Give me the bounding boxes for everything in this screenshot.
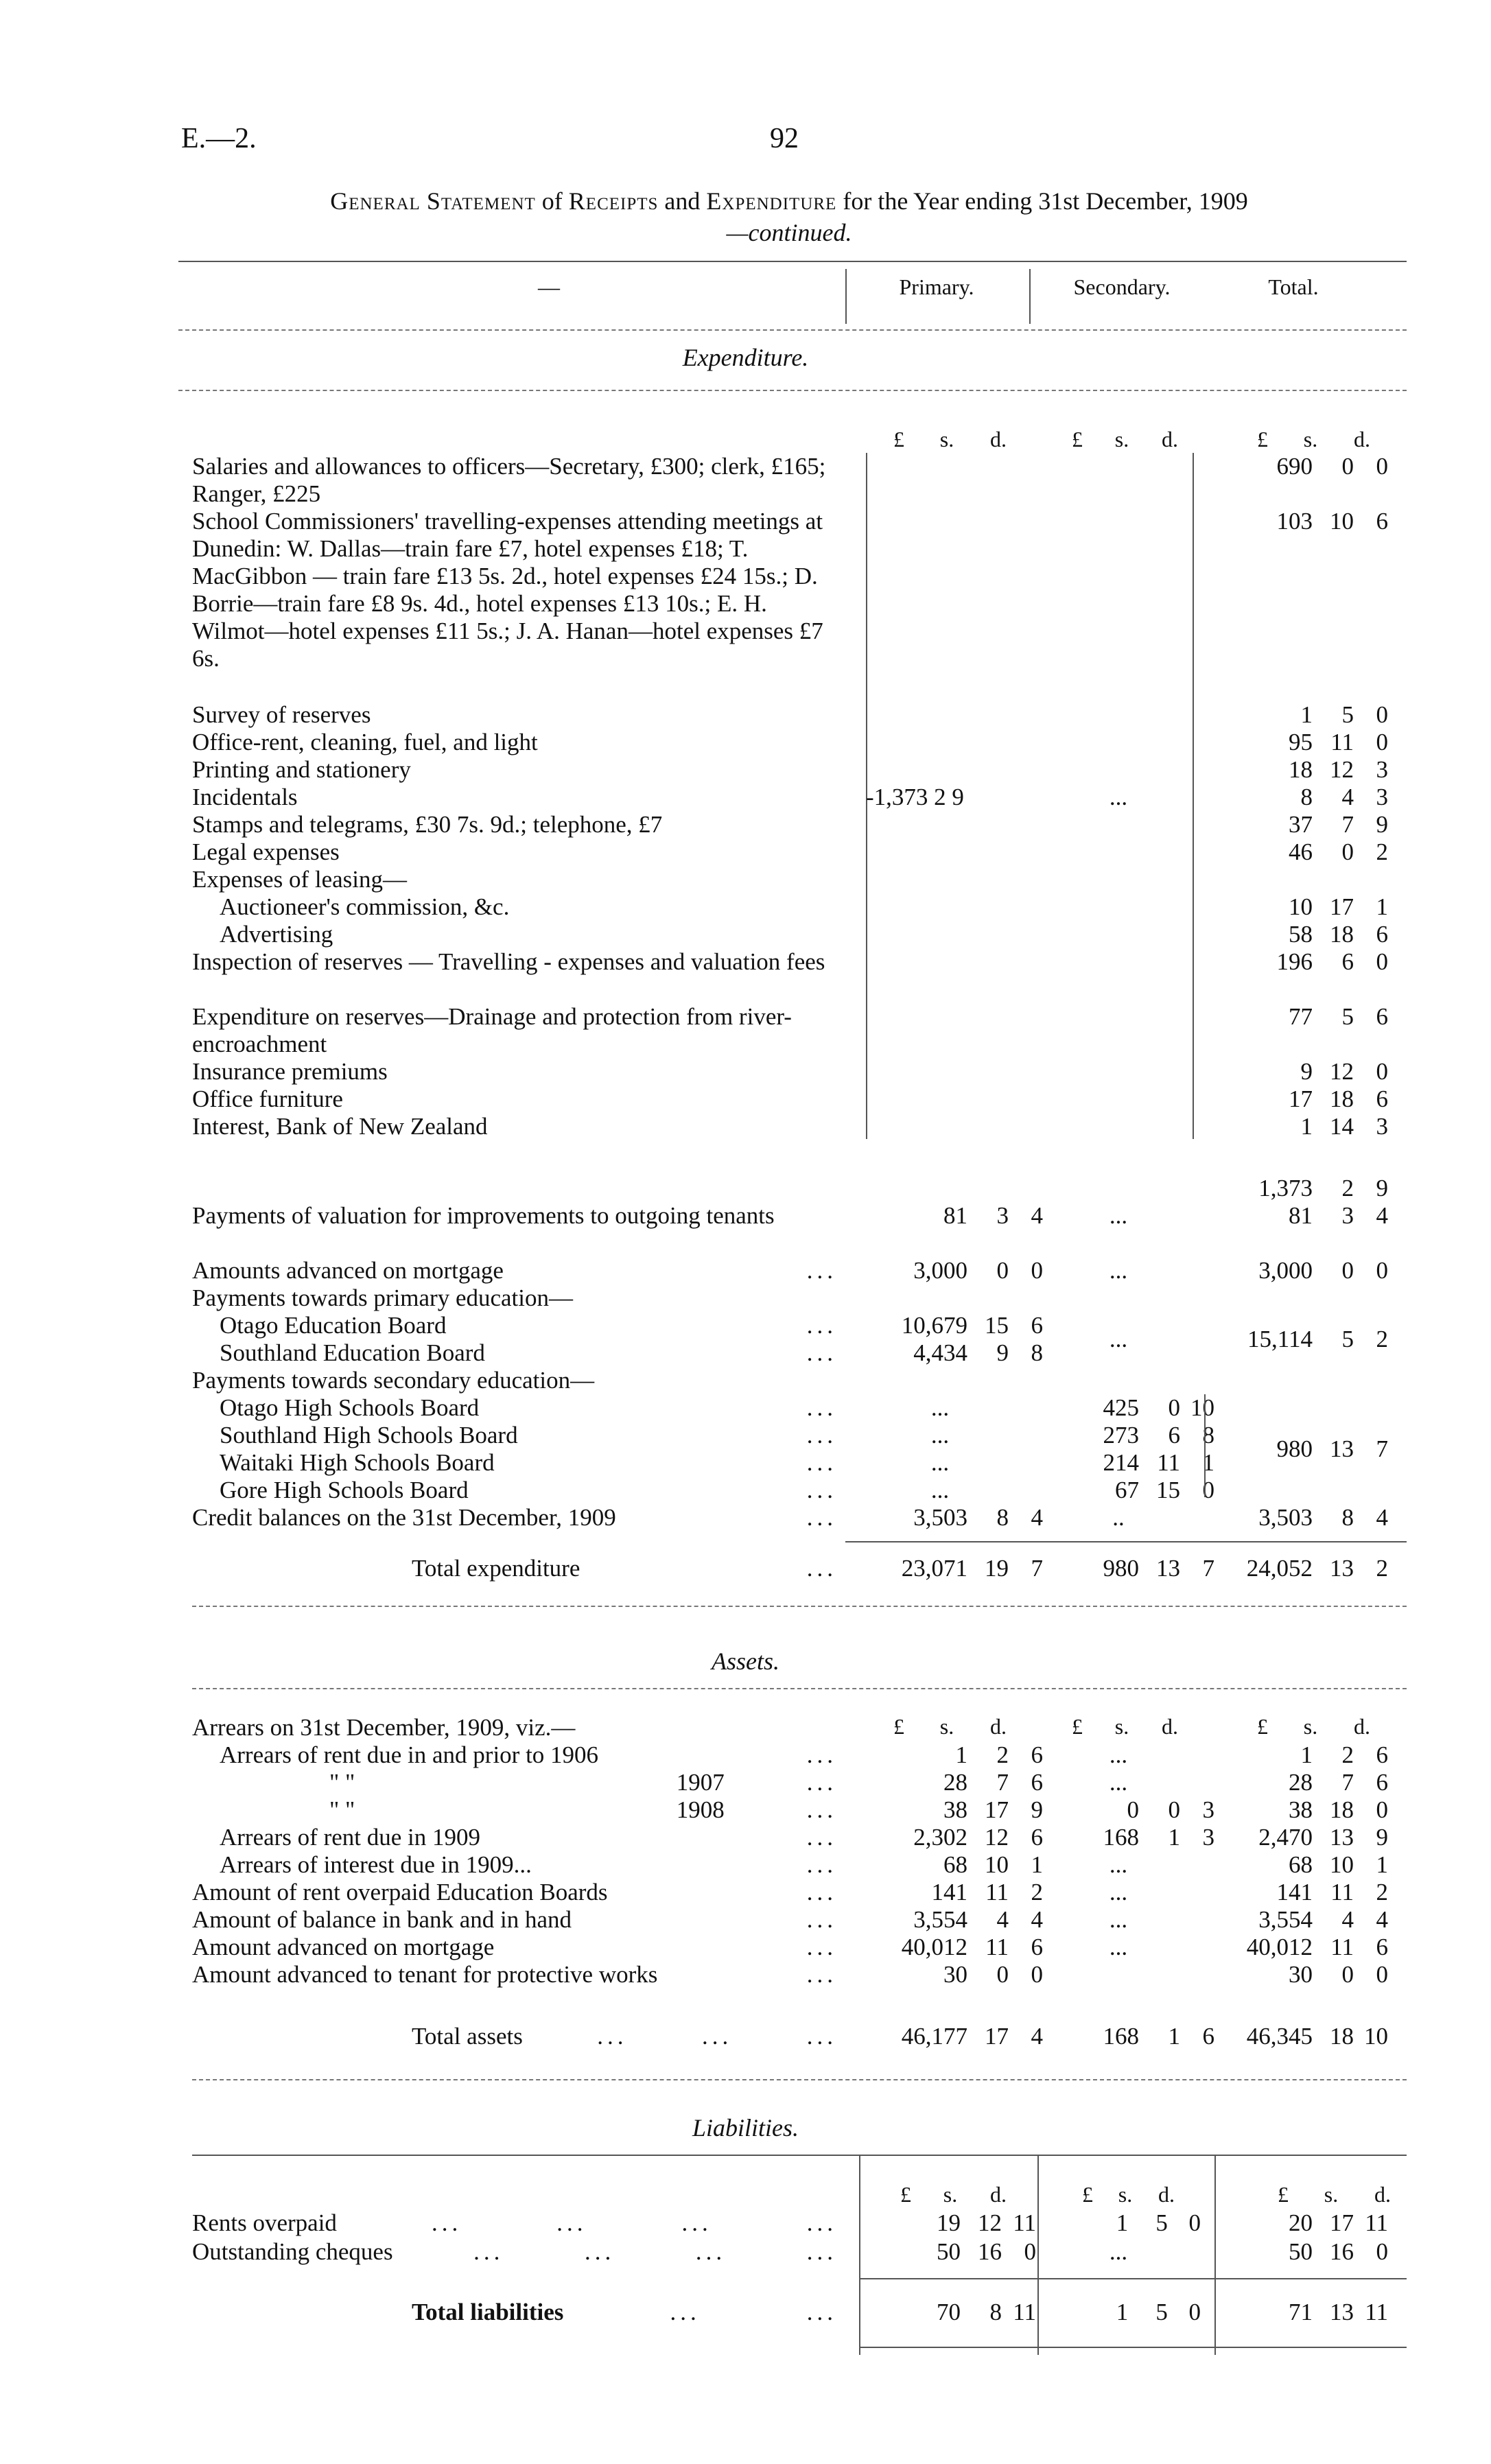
expense-total: 10 17 1 [1289,893,1388,920]
expense-item: Legal expenses [192,838,340,865]
total-expenditure-primary: 23,071 19 7 [901,1555,1043,1582]
board-primary: ... [930,1477,950,1503]
expense-item: Expenses of leasing— [192,866,407,893]
total-liabilities-secondary: 1 5 0 [1116,2299,1201,2325]
secondary-education-total: 980 13 7 [1276,1435,1388,1462]
asset-secondary: ... [1109,1934,1128,1960]
expense-item: Interest, Bank of New Zealand [192,1113,488,1140]
asset-primary: 3,554 4 4 [913,1906,1043,1933]
expense-item-valuation: Payments of valuation for improvements to outgoing tenants [192,1202,775,1229]
primary-education-total: 15,114 5 2 [1247,1326,1388,1352]
liability-secondary: ... [1109,2238,1128,2265]
primary-education-secondary: ... [1109,1326,1128,1352]
liability-total: 50 16 0 [1289,2238,1388,2265]
board-primary: ... [930,1449,950,1476]
lsd-header-primary: £ s. d. [893,427,1007,451]
asset-secondary: ... [1109,1769,1128,1796]
document-code: E.—2. [181,123,257,154]
group-bracket-total [1193,453,1194,1139]
asset-primary: 68 10 1 [943,1851,1043,1878]
expense-item: Office furniture [192,1086,343,1112]
column-header-blank: — [538,274,560,299]
section-rule [192,2079,1407,2080]
expense-item-mortgage: Amounts advanced on mortgage ... [192,1257,837,1284]
column-divider [845,269,847,324]
liability-row: Outstanding cheques ... ... ... ... [192,2238,837,2265]
total-liabilities-primary: 70 8 11 [937,2299,1036,2325]
asset-row: Arrears of rent due in and prior to 1906 ... [220,1741,837,1768]
asset-primary: 1 2 6 [955,1741,1043,1768]
expense-item: Expenditure on reserves—Drainage and protection from river-encroachment [192,1003,792,1057]
expense-item: Salaries and allowances to officers—Secretary, £300; clerk, £165; Ranger, £225 [192,453,826,507]
title-word: Expenditure [706,187,837,215]
expense-item-credit: Credit balances on the 31st December, 1909 ... [192,1504,837,1531]
asset-total: 1 2 6 [1300,1741,1388,1768]
expense-item-board: Otago High Schools Board ... [220,1394,837,1421]
expense-item-southland-board: Southland Education Board ... [220,1339,837,1366]
section-rule [178,390,1407,391]
asset-primary: 2,302 12 6 [913,1824,1043,1851]
section-rule [192,1688,1407,1689]
asset-row: Amount advanced to tenant for protective works ... [192,1961,837,1988]
liability-row: Rents overpaid ... ... ... ... [192,2209,837,2236]
expense-item: Office-rent, cleaning, fuel, and light [192,729,538,755]
asset-total: 3,554 4 4 [1258,1906,1388,1933]
asset-row: " " 1908 ... [329,1796,837,1823]
total-expenditure-secondary: 980 13 7 [1103,1555,1214,1582]
column-header-primary: Primary. [899,274,974,299]
expense-total: 196 6 0 [1276,948,1388,975]
asset-total: 2,470 13 9 [1258,1824,1388,1851]
expense-item: Advertising [220,921,333,948]
board-secondary: 273 6 8 [1103,1422,1214,1448]
asset-secondary: ... [1109,1906,1128,1933]
liability-total: 20 17 11 [1289,2209,1388,2236]
liability-primary: 50 16 0 [937,2238,1036,2265]
column-header-secondary: Secondary. [1073,274,1171,299]
expense-total: 58 18 6 [1289,921,1388,948]
asset-total: 40,012 11 6 [1246,1934,1388,1960]
expense-item-primary-education: Payments towards primary education— [192,1284,574,1311]
asset-total: 28 7 6 [1289,1769,1388,1796]
expense-item: Survey of reserves [192,701,371,728]
asset-row: Arrears of interest due in 1909... ... [220,1851,837,1878]
asset-total: 141 11 2 [1276,1879,1388,1905]
board-secondary: 214 11 1 [1103,1449,1214,1476]
title-word: Statement [426,187,536,215]
total-assets-primary: 46,177 17 4 [901,2023,1043,2050]
asset-secondary: ... [1109,1879,1128,1905]
total-assets-secondary: 168 1 6 [1103,2023,1214,2050]
group-total: 1,373 2 9 [1258,1175,1388,1201]
page-number: 92 [770,123,799,154]
lsd-header-primary: £ s. d. [893,1714,1007,1739]
liability-secondary: 1 5 0 [1116,2209,1201,2236]
otago-board-primary: 10,679 15 6 [901,1312,1043,1339]
total-expenditure-label: Total expenditure ... [412,1555,837,1582]
expense-item: Insurance premiums [192,1058,388,1085]
asset-primary: 30 0 0 [943,1961,1043,1988]
asset-primary: 141 11 2 [931,1879,1043,1905]
valuation-secondary: ... [1109,1202,1128,1229]
expense-item: School Commissioners' travelling-expenses attending meetings at Dunedin: W. Dallas—train fare £7, hotel expenses £18; T. MacGibbon — train fare £13 5s. 2d., hotel expenses £24 15s.; D. Borrie—train fare £8 9s. 4d., hotel expenses £13 10s.; E. H. Wilmot—hotel expenses £11 5s.; J. A. Hanan—hotel expenses £7 6s. [192,508,823,672]
group-primary-amount: -1,373 2 9 [866,784,964,810]
asset-secondary: ... [1109,1851,1128,1878]
expense-item: Printing and stationery [192,756,411,783]
asset-primary: 40,012 11 6 [901,1934,1043,1960]
expense-item: Auctioneer's commission, &c. [220,893,510,920]
board-secondary: 67 15 0 [1115,1477,1214,1503]
asset-row: " " 1907 ... [329,1769,837,1796]
lsd-header-primary: £ s. d. [900,2182,1007,2207]
expense-item: Stamps and telegrams, £30 7s. 9d.; telephone, £7 [192,811,663,838]
header-bottom-rule [178,329,1407,331]
lsd-header-secondary: £ s. d. [1082,2182,1175,2207]
bottom-rule [859,2347,1407,2348]
valuation-total: 81 3 4 [1289,1202,1388,1229]
asset-total: 68 10 1 [1289,1851,1388,1878]
expense-item: Inspection of reserves — Travelling - expenses and valuation fees [192,948,825,975]
total-rule [845,1541,1407,1542]
credit-secondary: .. [1112,1504,1125,1531]
column-header-total: Total. [1268,274,1319,299]
page-title [185,185,1393,248]
expense-total: 690 0 0 [1276,453,1388,480]
mortgage-primary: 3,000 0 0 [913,1257,1043,1284]
expense-total: 18 12 3 [1289,756,1388,783]
page-header [0,122,1491,156]
asset-secondary: ... [1109,1741,1128,1768]
total-liabilities-total: 71 13 11 [1289,2299,1388,2325]
section-rule [192,1606,1407,1607]
asset-row: Amount of rent overpaid Education Boards ... [192,1879,837,1905]
valuation-primary: 81 3 4 [943,1202,1043,1229]
expense-item-otago-board: Otago Education Board ... [220,1312,837,1339]
southland-board-primary: 4,434 9 8 [913,1339,1043,1366]
asset-secondary: 0 0 3 [1127,1796,1214,1823]
asset-primary: 28 7 6 [943,1769,1043,1796]
title-word: of [541,187,563,215]
expense-total: 8 4 3 [1300,784,1388,810]
expense-total: 17 18 6 [1289,1086,1388,1112]
expense-total: 9 12 0 [1300,1058,1388,1085]
expense-total: 37 7 9 [1289,811,1388,838]
lsd-header-total: £ s. d. [1278,2182,1391,2207]
lsd-header-secondary: £ s. d. [1072,1714,1178,1739]
credit-primary: 3,503 8 4 [913,1504,1043,1531]
asset-row: Amount of balance in bank and in hand ... [192,1906,837,1933]
lsd-header-total: £ s. d. [1257,1714,1370,1739]
asset-total: 30 0 0 [1289,1961,1388,1988]
title-continued: —continued. [726,219,852,246]
board-secondary: 425 0 10 [1103,1394,1214,1421]
expense-item-board: Gore High Schools Board ... [220,1477,837,1503]
title-word: and [664,187,701,215]
header-top-rule [178,261,1407,262]
section-rule [192,2155,1407,2156]
asset-primary: 38 17 9 [943,1796,1043,1823]
total-liabilities-label: Total liabilities ... ... [412,2299,837,2325]
expense-total: 1 5 0 [1300,701,1388,728]
total-assets-label: Total assets ... ... ... [412,2023,837,2050]
asset-row: Arrears of rent due in 1909 ... [220,1824,837,1851]
expense-item-board: Southland High Schools Board ... [220,1422,837,1448]
board-primary: ... [930,1422,950,1448]
expense-total: 103 10 6 [1276,508,1388,535]
mortgage-secondary: ... [1109,1257,1128,1284]
credit-total: 3,503 8 4 [1258,1504,1388,1531]
expense-item-secondary-education: Payments towards secondary education— [192,1367,595,1394]
liability-primary: 19 12 11 [937,2209,1036,2236]
expense-total: 46 0 2 [1289,838,1388,865]
title-word: for the Year ending 31st December, 1909 [843,187,1248,215]
expense-item: Incidentals [192,784,298,810]
column-divider [1029,269,1031,324]
group-secondary-ellipsis: ... [1109,784,1128,810]
total-assets-total: 46,345 18 10 [1246,2023,1388,2050]
lsd-header-total: £ s. d. [1257,427,1370,451]
title-word: General [330,187,421,215]
expense-total: 1 14 3 [1300,1113,1388,1140]
expenditure-heading: Expenditure. [682,344,809,371]
mortgage-total: 3,000 0 0 [1258,1257,1388,1284]
title-word: Receipts [568,187,659,215]
expense-total: 95 11 0 [1289,729,1388,755]
asset-total: 38 18 0 [1289,1796,1388,1823]
total-rule [859,2278,1407,2279]
asset-row: Amount advanced on mortgage ... [192,1934,837,1960]
assets-heading: Assets. [712,1647,779,1675]
liabilities-heading: Liabilities. [692,2114,799,2142]
total-expenditure-total: 24,052 13 2 [1246,1555,1388,1582]
lsd-header-secondary: £ s. d. [1072,427,1178,451]
board-primary: ... [930,1394,950,1421]
expense-item-board: Waitaki High Schools Board ... [220,1449,837,1476]
assets-intro: Arrears on 31st December, 1909, viz.— [192,1714,576,1741]
asset-secondary: 168 1 3 [1103,1824,1214,1851]
expense-total: 77 5 6 [1289,1003,1388,1030]
secondary-group-bracket [1204,1394,1206,1497]
